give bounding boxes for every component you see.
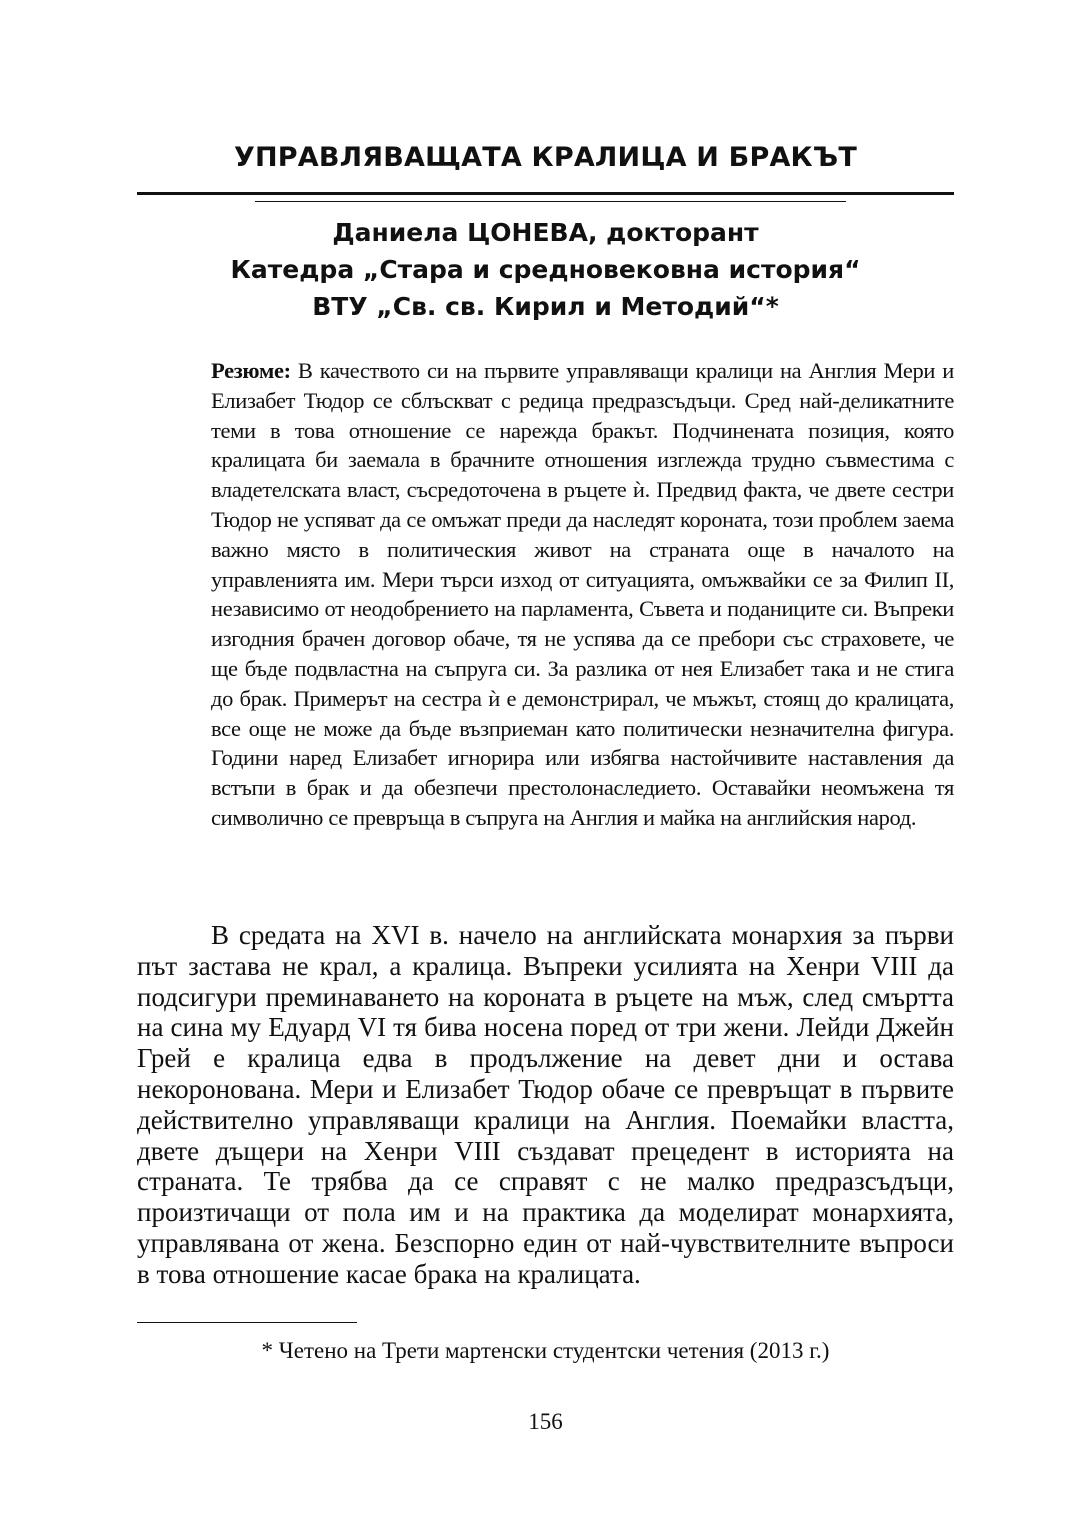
author-block <box>137 214 954 325</box>
abstract-text: В качеството си на първите управляващи кралици на Англия Мери и Елизабет Тюдор се сблъскват с редица предразсъдъци. Сред най-деликатните теми в това отношение се нарежда бракът. Подчинената позиция, която кралицата би заемала в брачните отношения изглежда трудно съвместима с владетелската власт, съсредоточена в ръцете ѝ. Предвид факта, че двете сестри Тюдор не успяват да се омъжат преди да наследят короната, този проблем заема важно място в политическия живот на страната още в началото на управленията им. Мери търси изход от ситуацията, омъжвайки се за Филип II, независимо от неодобрението на парламента, Съвета и поданиците си. Въпреки изгодния брачен договор обаче, тя не успява да се пребори със страховете, че ще бъде подвластна на съпруга си. За разлика от нея Елизабет така и не стига до брак. Примерът на сестра ѝ е демонстрирал, че мъжът, стоящ до кралицата, все още не може да бъде възприеман като политически незначителна фигура. Години наред Елизабет игнорира или избягва настойчивите наставления да встъпи в брак и да обезпечи престолонаследието. Оставайки неомъжена тя символично се превръща в съпруга на Англия и майка на английския народ. <box>211 358 954 830</box>
page-title: УПРАВЛЯВАЩАТА КРАЛИЦА И БРАКЪТ <box>233 142 857 173</box>
abstract-label: Резюме: <box>211 358 291 383</box>
footnote: * Четено на Трети мартенски студентски четения (2013 г.) <box>261 1338 830 1363</box>
page-number: 156 <box>528 1409 563 1434</box>
author-department: Катедра „Стара и средновековна история“ <box>230 255 861 284</box>
footnote-rule <box>137 1322 357 1323</box>
author-name: Даниела ЦОНЕВА, докторант <box>332 218 759 247</box>
title-rule-thin <box>255 201 846 202</box>
author-university: ВТУ „Св. св. Кирил и Методий“* <box>312 292 779 321</box>
body-paragraph: В средата на XVI в. начело на английската монархия за първи път застава не крал, а кралица. Въпреки усилията на Хенри VIII да подсигури преминаването на короната в ръцете на мъж, след смъртта на сина му Едуард VI тя бива носена поред от три жени. Лейди Джейн Грей е кралица едва в продължение на девет дни и остава некоронована. Мери и Елизабет Тюдор обаче се превръщат в първите действително управляващи кралици на Англия. Поемайки властта, двете дъщери на Хенри VIII създават прецедент в историята на страната. Те трябва да се справят с не малко предразсъдъци, произтичащи от пола им и на практика да моделират монархията, управлявана от жена. Безспорно един от най-чувствителните въпроси в това отношение касае брака на кралицата. <box>137 920 954 1289</box>
title-rule-thick <box>137 192 954 195</box>
abstract <box>211 356 954 833</box>
